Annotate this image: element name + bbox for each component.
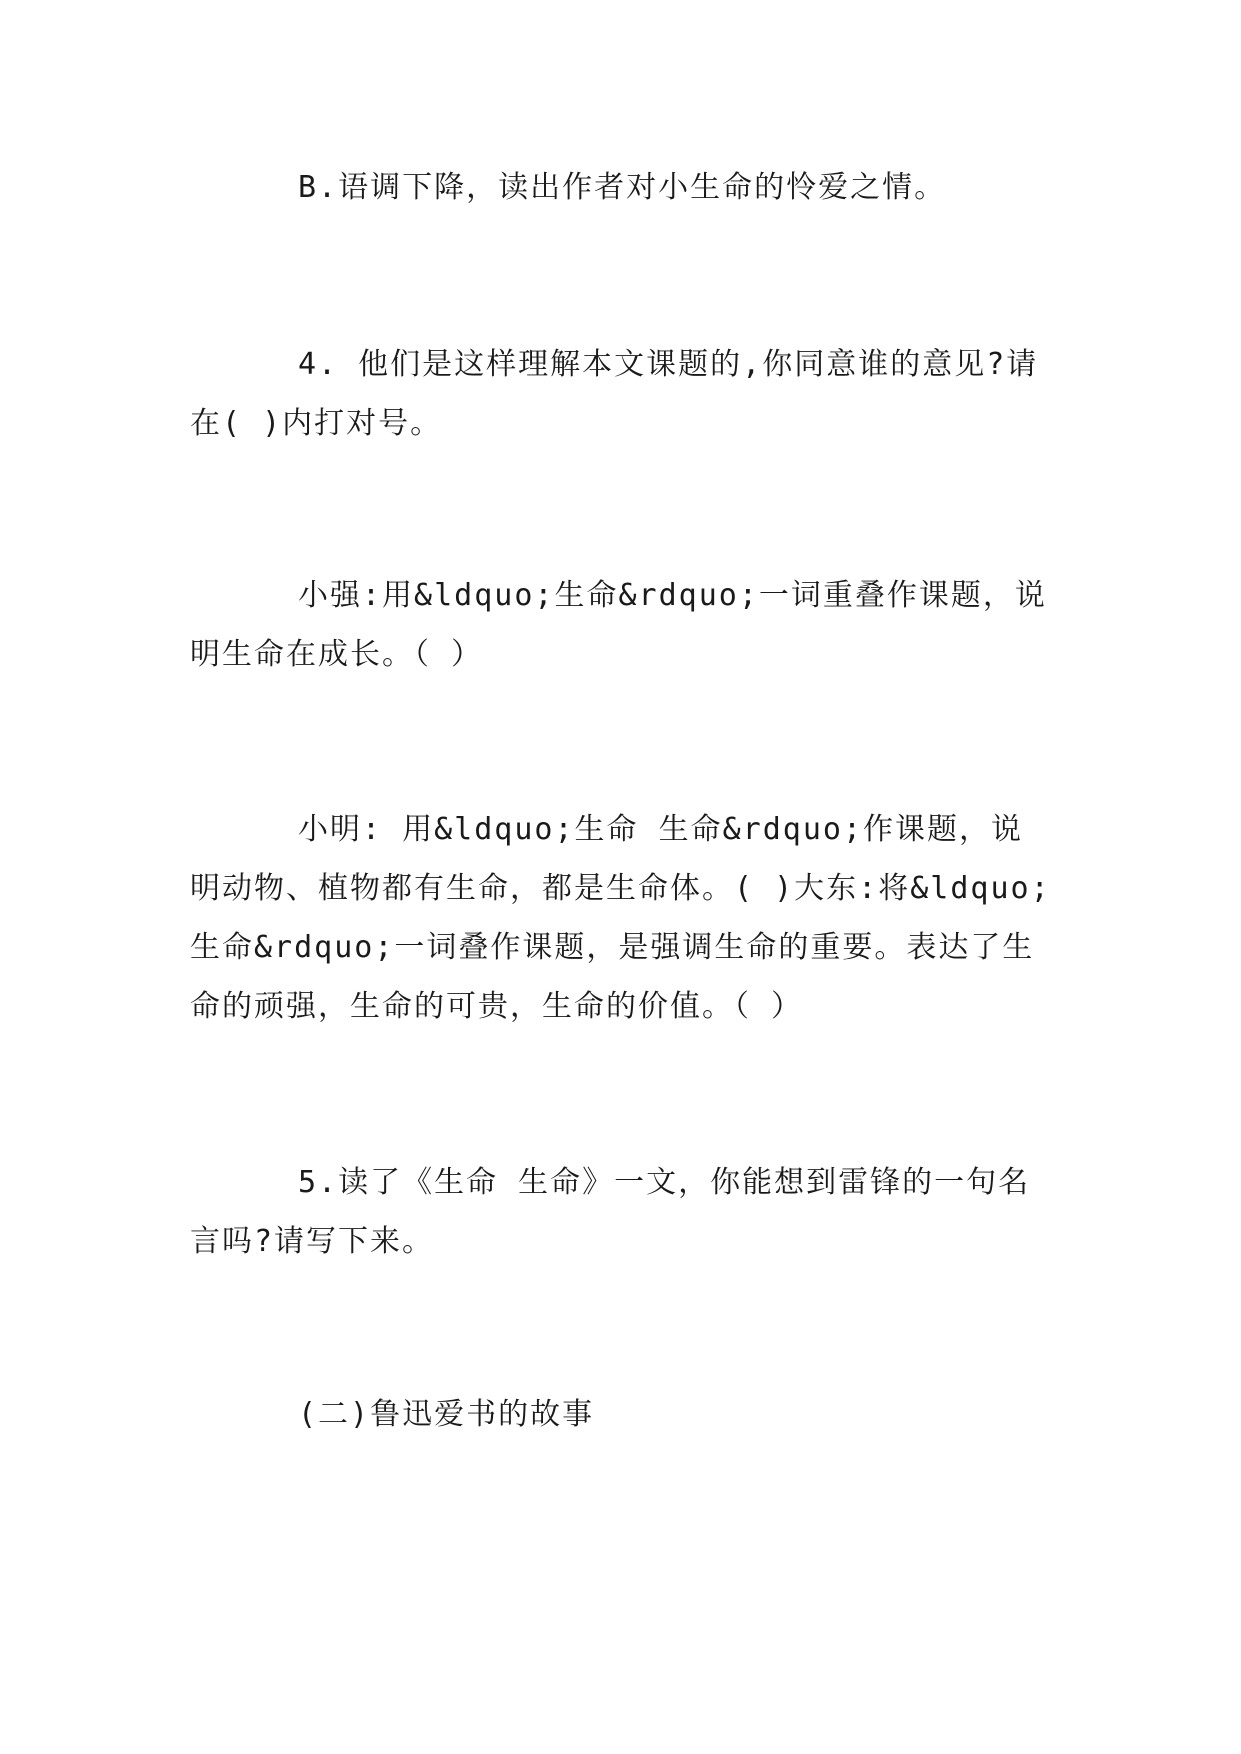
paragraph-question-4: 4. 他们是这样理解本文课题的,你同意谁的意见?请在( )内打对号。: [190, 347, 1039, 441]
paragraph-option-b: B.语调下降，读出作者对小生命的怜爱之情。: [298, 170, 947, 205]
paragraph-question-5: 5.读了《生命 生命》一文，你能想到雷锋的一句名言吗?请写下来。: [190, 1165, 1031, 1259]
paragraph-xiaoming-dadong: 小明: 用&ldquo;生命 生命&rdquo;作课题，说明动物、植物都有生命，都是生命体。( )大东:将&ldquo;生命&rdquo;一词叠作课题，是强调生命的重要。表达了生命的顽强，生命的可贵，生命的价值。（ ）: [190, 812, 1051, 1024]
section-heading-luxun: (二)鲁迅爱书的故事: [298, 1397, 595, 1432]
paragraph-xiaoqiang: 小强:用&ldquo;生命&rdquo;一词重叠作课题，说明生命在成长。（ ）: [190, 578, 1047, 672]
